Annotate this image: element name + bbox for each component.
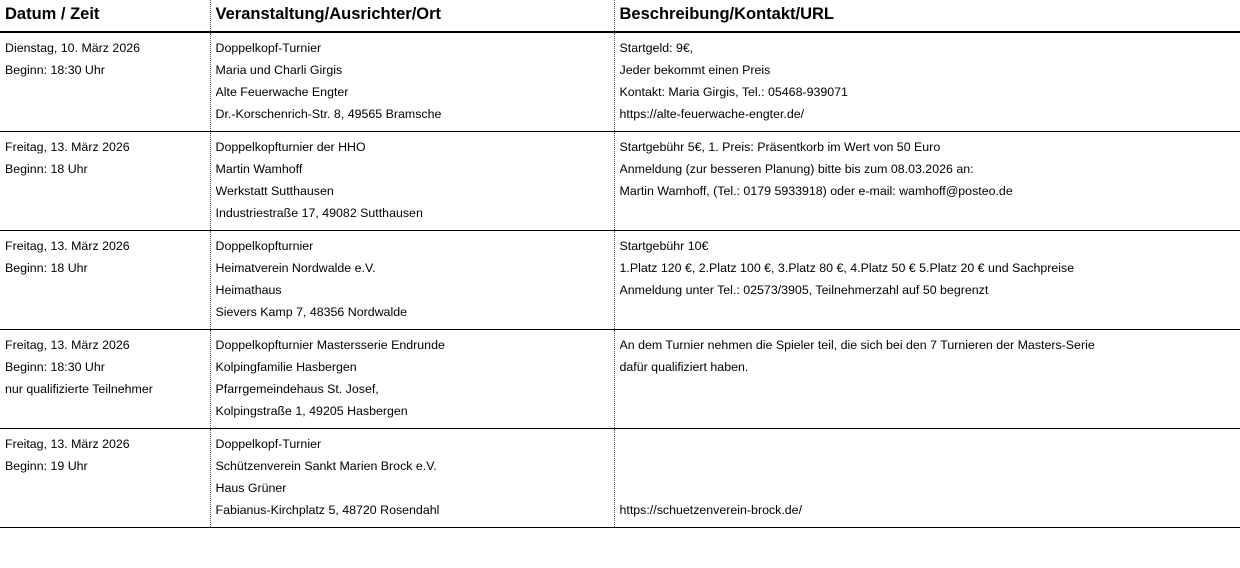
text-line: Kontakt: Maria Girgis, Tel.: 05468-939071 (619, 85, 848, 100)
text-line: dafür qualifiziert haben. (619, 360, 749, 375)
text-line: Industriestraße 17, 49082 Sutthausen (215, 206, 423, 221)
text-line: Doppelkopfturnier (215, 239, 314, 254)
table-row (0, 329, 1240, 428)
text-line: Beginn: 19 Uhr (5, 459, 88, 474)
cell-datetime (0, 32, 210, 132)
table-row (0, 428, 1240, 527)
url-text[interactable]: https://schuetzenverein-brock.de/ (619, 503, 803, 518)
table-header (0, 0, 1240, 32)
column-header-datetime: Datum / Zeit (0, 0, 210, 32)
cell-event (210, 131, 614, 230)
text-line: Doppelkopf-Turnier (215, 41, 322, 56)
table-row (0, 230, 1240, 329)
table-header-row (0, 0, 1240, 32)
cell-description (614, 428, 1240, 527)
column-header-event: Veranstaltung/Ausrichter/Ort (210, 0, 614, 32)
cell-event (210, 329, 614, 428)
text-line: Freitag, 13. März 2026 (5, 338, 130, 353)
text-line: Schützenverein Sankt Marien Brock e.V. (215, 459, 437, 474)
cell-event (210, 428, 614, 527)
text-line: An dem Turnier nehmen die Spieler teil, die sich bei den 7 Turnieren der Masters-Serie (619, 338, 1095, 353)
text-line: Kolpingfamilie Hasbergen (215, 360, 357, 375)
cell-datetime (0, 230, 210, 329)
text-line: Werkstatt Sutthausen (215, 184, 334, 199)
cell-datetime (0, 329, 210, 428)
cell-description (614, 32, 1240, 132)
text-line: Beginn: 18:30 Uhr (5, 360, 105, 375)
text-line: Dr.-Korschenrich-Str. 8, 49565 Bramsche (215, 107, 442, 122)
text-line: Startgeld: 9€, (619, 41, 694, 56)
text-line: Startgebühr 5€, 1. Preis: Präsentkorb im Wert von 50 Euro (619, 140, 941, 155)
text-line: Doppelkopfturnier der HHO (215, 140, 366, 155)
column-header-description: Beschreibung/Kontakt/URL (614, 0, 1240, 32)
text-line: Heimathaus (215, 283, 282, 298)
text-line: Beginn: 18:30 Uhr (5, 63, 105, 78)
cell-description (614, 131, 1240, 230)
text-line: Doppelkopfturnier Mastersserie Endrunde (215, 338, 445, 353)
text-line: Jeder bekommt einen Preis (619, 63, 771, 78)
text-line: Startgebühr 10€ (619, 239, 709, 254)
url-text[interactable]: https://alte-feuerwache-engter.de/ (619, 107, 805, 122)
text-line: Haus Grüner (215, 481, 287, 496)
text-line: Anmeldung unter Tel.: 02573/3905, Teilnehmerzahl auf 50 begrenzt (619, 283, 989, 298)
cell-description (614, 230, 1240, 329)
text-line: Fabianus-Kirchplatz 5, 48720 Rosendahl (215, 503, 440, 518)
text-line: Maria und Charli Girgis (215, 63, 343, 78)
table-row (0, 131, 1240, 230)
table-row (0, 32, 1240, 132)
cell-description (614, 329, 1240, 428)
text-line: Freitag, 13. März 2026 (5, 239, 130, 254)
text-line: Doppelkopf-Turnier (215, 437, 322, 452)
text-line: Beginn: 18 Uhr (5, 261, 88, 276)
text-line: Sievers Kamp 7, 48356 Nordwalde (215, 305, 407, 320)
table-body (0, 32, 1240, 528)
cell-event (210, 32, 614, 132)
text-line: Beginn: 18 Uhr (5, 162, 88, 177)
text-line: Dienstag, 10. März 2026 (5, 41, 140, 56)
text-line: Pfarrgemeindehaus St. Josef, (215, 382, 379, 397)
text-line: Kolpingstraße 1, 49205 Hasbergen (215, 404, 408, 419)
text-line: Freitag, 13. März 2026 (5, 437, 130, 452)
text-line: 1.Platz 120 €, 2.Platz 100 €, 3.Platz 80 €, 4.Platz 50 € 5.Platz 20 € und Sachpreise (619, 261, 1075, 276)
text-line: Anmeldung (zur besseren Planung) bitte bis zum 08.03.2026 an: (619, 162, 974, 177)
text-line: Martin Wamhoff (215, 162, 303, 177)
cell-datetime (0, 428, 210, 527)
text-line: nur qualifizierte Teilnehmer (5, 382, 153, 397)
text-line: Martin Wamhoff, (Tel.: 0179 5933918) oder e-mail: wamhoff@posteo.de (619, 184, 1013, 199)
text-line: Freitag, 13. März 2026 (5, 140, 130, 155)
cell-datetime (0, 131, 210, 230)
cell-event (210, 230, 614, 329)
text-line: Heimatverein Nordwalde e.V. (215, 261, 376, 276)
text-line: Alte Feuerwache Engter (215, 85, 349, 100)
